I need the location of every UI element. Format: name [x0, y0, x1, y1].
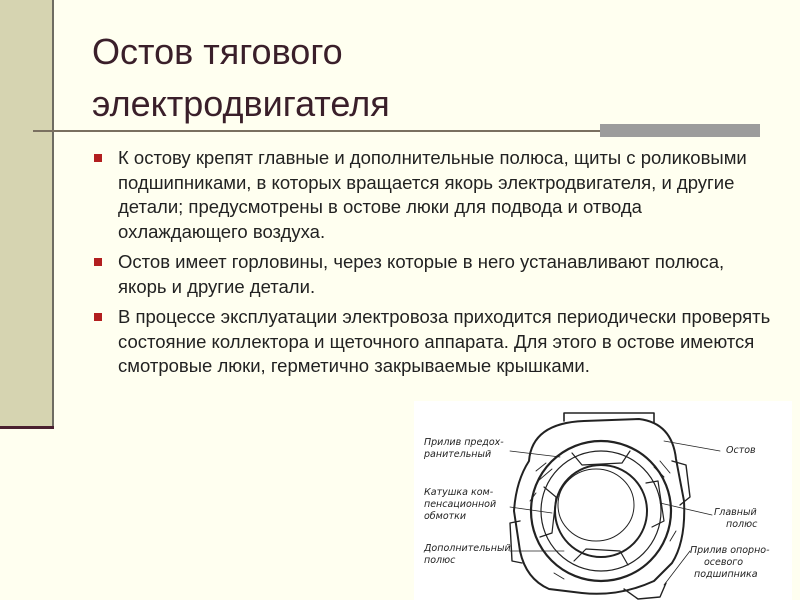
- side-decor-band: [0, 0, 54, 428]
- label-katushka-2: пенсационной: [424, 499, 497, 510]
- label-priliv-opor-2: осевого: [704, 557, 744, 568]
- bullet-item: [92, 305, 772, 379]
- bullet-text: В процессе эксплуатации электровоза приходится периодически проверять состояние коллектора и щеточного аппарата. Для этого в остове имеются смотровые люки, герметично закрываемые крышками.: [118, 306, 771, 376]
- label-dop-polyus-1: Дополнительный: [424, 543, 511, 554]
- label-priliv-opor-1: Прилив опорно-: [690, 545, 770, 556]
- frame-outer-outline: [514, 419, 684, 594]
- side-decor-band-end: [0, 426, 54, 429]
- label-prilив-predokh-2: ранительный: [424, 449, 492, 460]
- bullet-square-icon: [94, 258, 102, 266]
- slide-title-line-1: Остов тягового: [92, 31, 343, 72]
- bullet-text: К остову крепят главные и дополнительные полюса, щиты с роликовыми подшипниками, в которых вращается якорь электродвигателя, и другие детали; предусмотрены в остове люки для подвода и отвода охлаждающего воздуха.: [118, 147, 747, 242]
- leader-right-2: [660, 503, 712, 515]
- bullet-square-icon: [94, 154, 102, 162]
- label-katushka-1: Катушка ком-: [424, 487, 494, 498]
- bullet-item: [92, 146, 772, 244]
- frame-bore-outer: [531, 441, 671, 581]
- bullet-list: [92, 146, 772, 385]
- motor-frame-figure: [414, 401, 792, 600]
- label-dop-polyus-2: полюс: [424, 555, 456, 566]
- leader-left-1: [510, 451, 560, 457]
- pole-piece-4: [572, 451, 630, 465]
- bullet-square-icon: [94, 313, 102, 321]
- bullet-item: [92, 250, 772, 299]
- label-glavnyi-polyus-1: Главный: [714, 507, 757, 518]
- bullet-text: Остов имеет горловины, через которые в него устанавливают полюса, якорь и другие детали.: [118, 251, 725, 297]
- slide-title-line-2: электродвигателя: [92, 83, 390, 124]
- pole-piece-2: [646, 481, 664, 527]
- motor-frame-drawing: [414, 401, 792, 600]
- label-glavnyi-polyus-2: полюс: [726, 519, 758, 530]
- label-ostov: Остов: [726, 445, 756, 456]
- label-priliv-opor-3: подшипника: [694, 569, 758, 580]
- label-prilив-predokh-1: Прилив предох-: [424, 437, 504, 448]
- frame-bore-depth: [558, 469, 634, 541]
- label-katushka-3: обмотки: [424, 511, 467, 522]
- slide-title: [92, 26, 692, 130]
- title-divider-bar: [600, 124, 760, 137]
- title-divider-line: [33, 130, 601, 132]
